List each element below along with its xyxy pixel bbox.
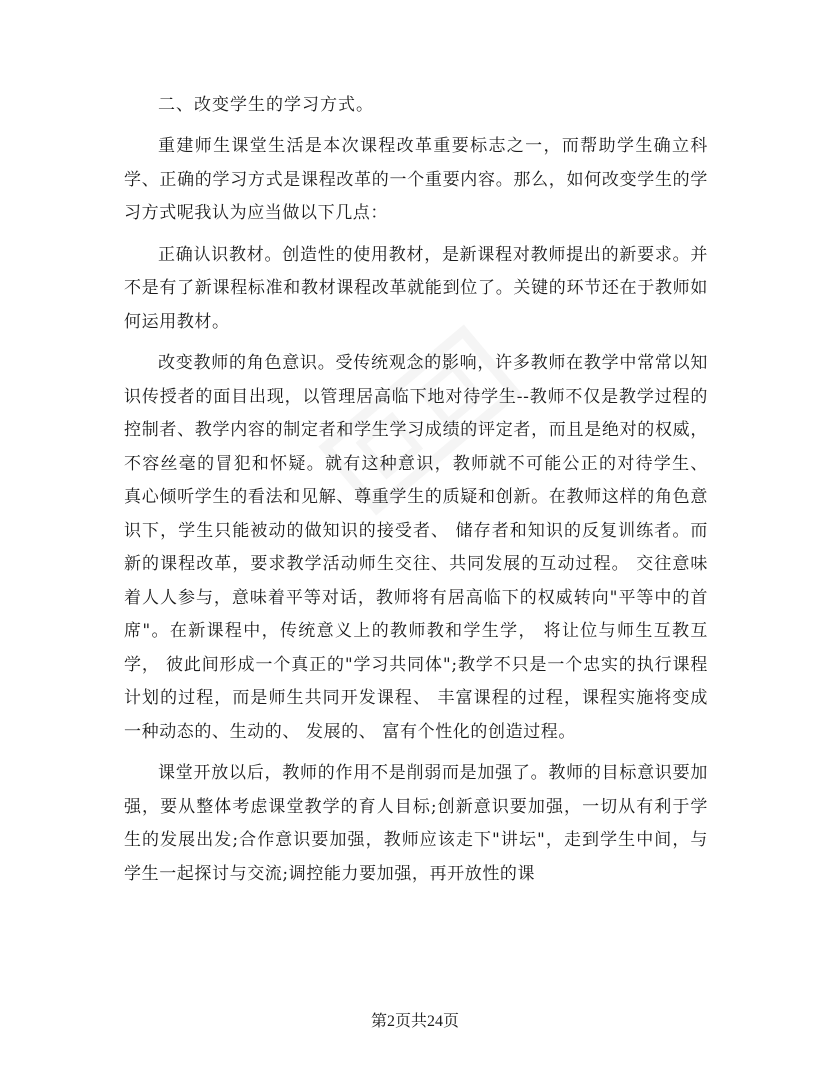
paragraph: 课堂开放以后，教师的作用不是削弱而是加强了。教师的目标意识要加强，要从整体考虑课堂教学的育人目标;创新意识要加强，一切从有利于学生的发展出发;合作意识要加强，教师应该走下"讲坛"，走到学生中间，与学生一起探讨与交流;调控能力要加强，再开放性的课 <box>124 763 708 884</box>
paragraph: 正确认识教材。创造性的使用教材，是新课程对教师提出的新要求。并不是有了新课程标准和教材课程改革就能到位了。关键的环节还在于教师如何运用教材。 <box>124 244 708 332</box>
paragraph: 重建师生课堂生活是本次课程改革重要标志之一，而帮助学生确立科学、正确的学习方式是课程改革的一个重要内容。那么，如何改变学生的学习方式呢我认为应当做以下几点： <box>124 136 708 223</box>
document-body <box>124 88 708 899</box>
section-heading: 二、改变学生的学习方式。 <box>158 95 374 115</box>
page-number: 第2页共24页 <box>370 1013 459 1030</box>
paragraph: 改变教师的角色意识。受传统观念的影响，许多教师在教学中常常以知识传授者的面目出现，以管理居高临下地对待学生--教师不仅是教学过程的控制者、教学内容的制定者和学生学习成绩的评定者，而且是绝对的权威，不容丝毫的冒犯和怀疑。就有这种意识，教师就不可能公正的对待学生、 真心倾听学生的看法和见解、尊重学生的质疑和创新。在教师这样的角色意识下，学生只能被动的做知识的接受者、 储存者和知识的反复训练者。而新的课程改革，要求教学活动师生交往、共同发展的互动过程。 交往意味着人人参与，意味着平等对话，教师将有居高临下的权威转向"平等中的首席"。在新课程中，传统意义上的教师教和学生学， 将让位与师生互教互学， 彼此间形成一个真正的"学习共同体";教学不只是一个忠实的执行课程计划的过程，而是师生共同开发课程、 丰富课程的过程，课程实施将变成一种动态的、生动的、 发展的、 富有个性化的创造过程。 <box>124 353 708 742</box>
